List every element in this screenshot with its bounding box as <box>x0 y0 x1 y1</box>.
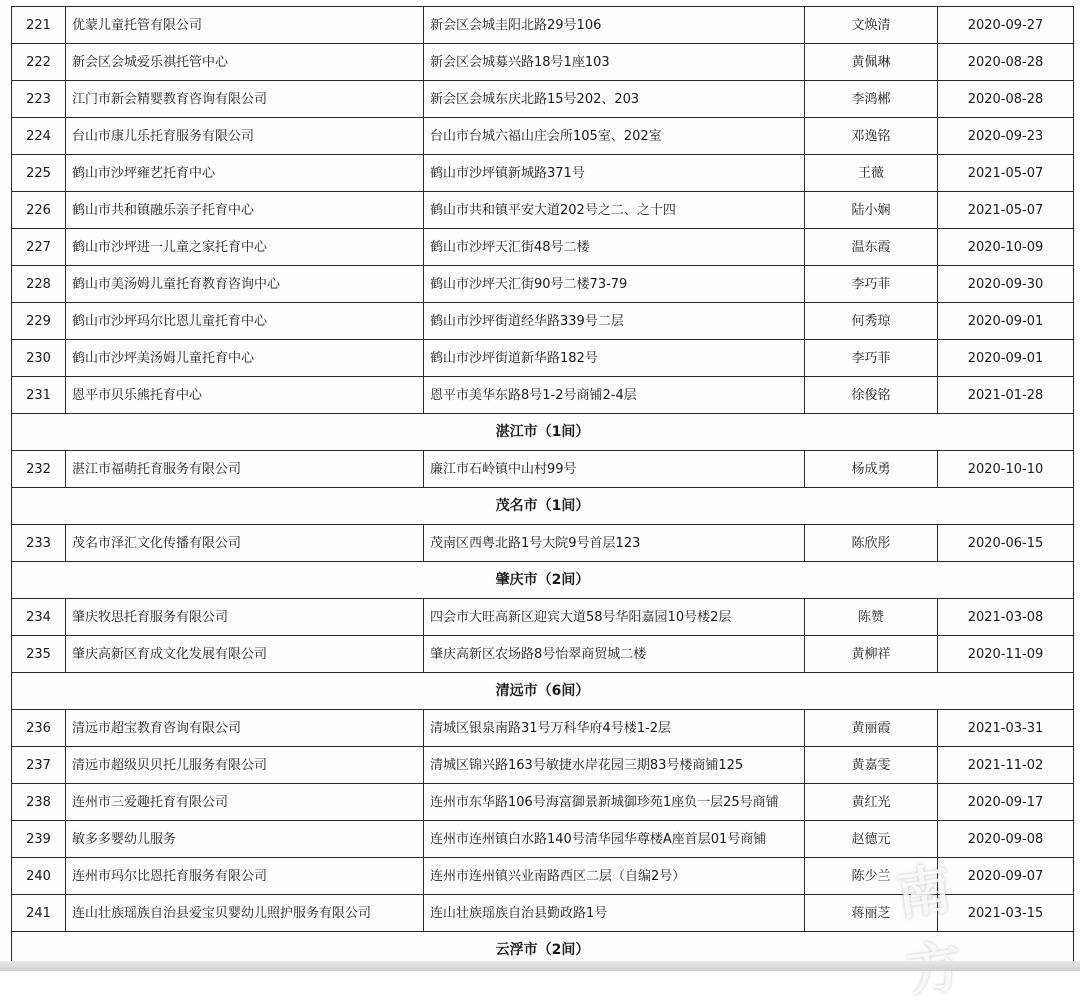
legal-representative: 黄佩琳 <box>805 44 938 81</box>
institution-name: 新会区会城爱乐祺托管中心 <box>66 44 424 81</box>
institution-address: 连州市连州镇白水路140号清华园华尊楼A座首层01号商铺 <box>424 821 805 858</box>
institution-address: 廉江市石岭镇中山村99号 <box>424 451 805 488</box>
table-row <box>12 155 1074 192</box>
legal-representative: 李巧菲 <box>805 340 938 377</box>
filing-date: 2020-08-28 <box>938 44 1074 81</box>
institution-address: 鹤山市沙坪天汇街48号二楼 <box>424 229 805 266</box>
legal-representative: 文焕清 <box>805 7 938 44</box>
row-number: 241 <box>12 895 66 932</box>
filing-date: 2021-05-07 <box>938 192 1074 229</box>
table-row <box>12 340 1074 377</box>
institution-address: 连州市连州镇兴业南路西区二层（自编2号） <box>424 858 805 895</box>
row-number: 235 <box>12 636 66 673</box>
filing-date: 2020-09-27 <box>938 7 1074 44</box>
institution-address: 新会区会城募兴路18号1座103 <box>424 44 805 81</box>
institution-address: 清城区银泉南路31号万科华府4号楼1-2层 <box>424 710 805 747</box>
row-number: 225 <box>12 155 66 192</box>
registry-body <box>12 7 1074 969</box>
section-title: 茂名市（1间） <box>12 488 1074 525</box>
table-row <box>12 451 1074 488</box>
filing-date: 2020-08-28 <box>938 81 1074 118</box>
table-row <box>12 821 1074 858</box>
registry-table <box>11 6 1074 969</box>
legal-representative: 杨成勇 <box>805 451 938 488</box>
filing-date: 2020-09-01 <box>938 340 1074 377</box>
filing-date: 2020-06-15 <box>938 525 1074 562</box>
table-row <box>12 599 1074 636</box>
table-row <box>12 747 1074 784</box>
row-number: 227 <box>12 229 66 266</box>
row-number: 229 <box>12 303 66 340</box>
table-row <box>12 229 1074 266</box>
section-title: 肇庆市（2间） <box>12 562 1074 599</box>
section-header-qingyuan <box>12 673 1074 710</box>
legal-representative: 王薇 <box>805 155 938 192</box>
institution-name: 台山市康儿乐托育服务有限公司 <box>66 118 424 155</box>
institution-address: 清城区锦兴路163号敏捷水岸花园三期83号楼商铺125 <box>424 747 805 784</box>
institution-name: 肇庆高新区育成文化发展有限公司 <box>66 636 424 673</box>
row-number: 231 <box>12 377 66 414</box>
row-number: 239 <box>12 821 66 858</box>
legal-representative: 陈少兰 <box>805 858 938 895</box>
institution-name: 鹤山市共和镇融乐亲子托育中心 <box>66 192 424 229</box>
legal-representative: 李鸿郴 <box>805 81 938 118</box>
watermark-logo: 南方 <box>892 857 957 928</box>
table-row <box>12 81 1074 118</box>
row-number: 221 <box>12 7 66 44</box>
legal-representative: 蒋丽芝 <box>805 895 938 932</box>
table-row <box>12 525 1074 562</box>
filing-date: 2021-01-28 <box>938 377 1074 414</box>
legal-representative: 陆小娴 <box>805 192 938 229</box>
table-row <box>12 895 1074 932</box>
section-title: 湛江市（1间） <box>12 414 1074 451</box>
row-number: 222 <box>12 44 66 81</box>
institution-address: 茂南区西粤北路1号大院9号首层123 <box>424 525 805 562</box>
table-row <box>12 636 1074 673</box>
institution-address: 恩平市美华东路8号1-2号商铺2-4层 <box>424 377 805 414</box>
filing-date: 2020-10-10 <box>938 451 1074 488</box>
institution-name: 清远市超级贝贝托儿服务有限公司 <box>66 747 424 784</box>
institution-name: 敏多多婴幼儿服务 <box>66 821 424 858</box>
filing-date: 2020-09-30 <box>938 266 1074 303</box>
institution-name: 优蒙儿童托管有限公司 <box>66 7 424 44</box>
legal-representative: 何秀琼 <box>805 303 938 340</box>
legal-representative: 黄柳祥 <box>805 636 938 673</box>
table-row <box>12 858 1074 895</box>
table-row <box>12 784 1074 821</box>
table-row <box>12 7 1074 44</box>
legal-representative: 邓逸铭 <box>805 118 938 155</box>
institution-address: 连山壮族瑶族自治县勤政路1号 <box>424 895 805 932</box>
row-number: 228 <box>12 266 66 303</box>
legal-representative: 黄红光 <box>805 784 938 821</box>
institution-name: 连山壮族瑶族自治县爱宝贝婴幼儿照护服务有限公司 <box>66 895 424 932</box>
row-number: 226 <box>12 192 66 229</box>
section-header-zhaoqing <box>12 562 1074 599</box>
institution-address: 鹤山市沙坪街道经华路339号二层 <box>424 303 805 340</box>
institution-name: 茂名市泽汇文化传播有限公司 <box>66 525 424 562</box>
legal-representative: 温东霞 <box>805 229 938 266</box>
section-header-zhanjiang <box>12 414 1074 451</box>
filing-date: 2021-11-02 <box>938 747 1074 784</box>
table-row <box>12 118 1074 155</box>
section-title: 云浮市（2间） <box>12 932 1074 969</box>
institution-name: 清远市超宝教育咨询有限公司 <box>66 710 424 747</box>
institution-name: 鹤山市沙坪玛尔比恩儿童托育中心 <box>66 303 424 340</box>
institution-address: 台山市台城六福山庄会所105室、202室 <box>424 118 805 155</box>
institution-name: 鹤山市沙坪美汤姆儿童托育中心 <box>66 340 424 377</box>
institution-address: 新会区会城圭阳北路29号106 <box>424 7 805 44</box>
legal-representative: 陈欣彤 <box>805 525 938 562</box>
section-title: 清远市（6间） <box>12 673 1074 710</box>
table-row <box>12 266 1074 303</box>
filing-date: 2021-03-15 <box>938 895 1074 932</box>
legal-representative: 陈赞 <box>805 599 938 636</box>
filing-date: 2021-03-31 <box>938 710 1074 747</box>
filing-date: 2021-03-08 <box>938 599 1074 636</box>
institution-name: 肇庆牧思托育服务有限公司 <box>66 599 424 636</box>
institution-name: 恩平市贝乐熊托育中心 <box>66 377 424 414</box>
institution-name: 鹤山市沙坪雍艺托育中心 <box>66 155 424 192</box>
filing-date: 2020-09-01 <box>938 303 1074 340</box>
table-row <box>12 377 1074 414</box>
institution-address: 鹤山市共和镇平安大道202号之二、之十四 <box>424 192 805 229</box>
institution-address: 鹤山市沙坪街道新华路182号 <box>424 340 805 377</box>
institution-name: 连州市玛尔比恩托育服务有限公司 <box>66 858 424 895</box>
institution-address: 鹤山市沙坪天汇街90号二楼73-79 <box>424 266 805 303</box>
row-number: 230 <box>12 340 66 377</box>
row-number: 224 <box>12 118 66 155</box>
row-number: 234 <box>12 599 66 636</box>
section-header-maoming <box>12 488 1074 525</box>
filing-date: 2020-09-07 <box>938 858 1074 895</box>
institution-name: 鹤山市美汤姆儿童托育教育咨询中心 <box>66 266 424 303</box>
filing-date: 2020-09-23 <box>938 118 1074 155</box>
legal-representative: 黄嘉雯 <box>805 747 938 784</box>
filing-date: 2020-10-09 <box>938 229 1074 266</box>
institution-name: 湛江市福萌托育服务有限公司 <box>66 451 424 488</box>
legal-representative: 赵德元 <box>805 821 938 858</box>
institution-name: 连州市三爱趣托育有限公司 <box>66 784 424 821</box>
row-number: 240 <box>12 858 66 895</box>
filing-date: 2020-11-09 <box>938 636 1074 673</box>
filing-date: 2021-05-07 <box>938 155 1074 192</box>
table-row <box>12 710 1074 747</box>
legal-representative: 黄丽霞 <box>805 710 938 747</box>
table-row <box>12 192 1074 229</box>
institution-name: 江门市新会精婴教育咨询有限公司 <box>66 81 424 118</box>
institution-address: 四会市大旺高新区迎宾大道58号华阳嘉园10号楼2层 <box>424 599 805 636</box>
institution-address: 肇庆高新区农场路8号怡翠商贸城二楼 <box>424 636 805 673</box>
row-number: 232 <box>12 451 66 488</box>
row-number: 233 <box>12 525 66 562</box>
institution-address: 鹤山市沙坪镇新城路371号 <box>424 155 805 192</box>
filing-date: 2020-09-17 <box>938 784 1074 821</box>
row-number: 236 <box>12 710 66 747</box>
row-number: 237 <box>12 747 66 784</box>
page-bottom-edge <box>0 961 1080 971</box>
institution-address: 新会区会城东庆北路15号202、203 <box>424 81 805 118</box>
institution-name: 鹤山市沙坪进一儿童之家托育中心 <box>66 229 424 266</box>
institution-address: 连州市东华路106号海富御景新城御珍苑1座负一层25号商铺 <box>424 784 805 821</box>
table-row <box>12 303 1074 340</box>
filing-date: 2020-09-08 <box>938 821 1074 858</box>
row-number: 238 <box>12 784 66 821</box>
legal-representative: 徐俊铭 <box>805 377 938 414</box>
row-number: 223 <box>12 81 66 118</box>
legal-representative: 李巧菲 <box>805 266 938 303</box>
table-row <box>12 44 1074 81</box>
